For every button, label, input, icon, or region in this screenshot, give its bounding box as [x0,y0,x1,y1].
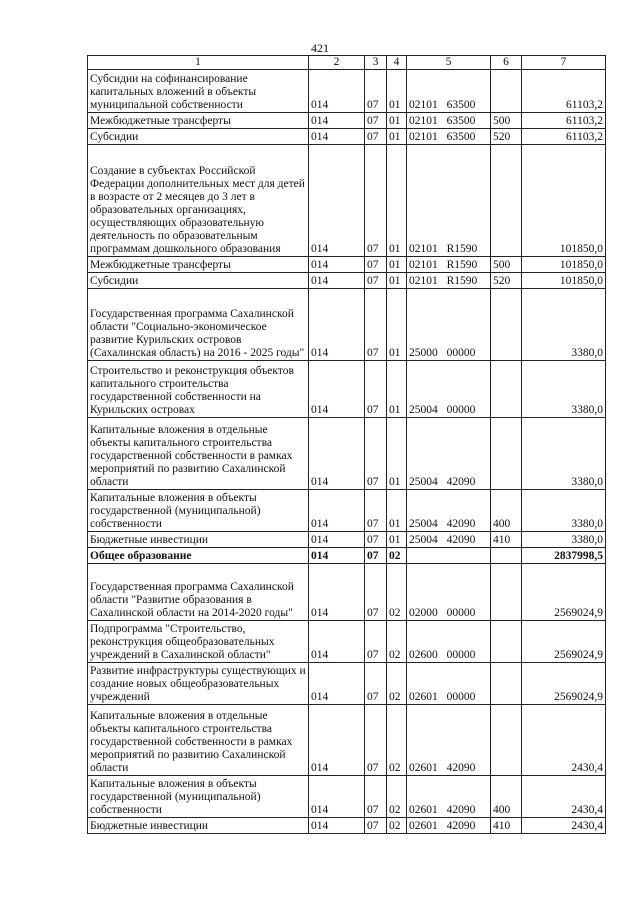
expense-type [491,621,522,663]
amount: 101850,0 [522,257,606,273]
table-row [88,818,606,834]
subsection-code: 02 [387,818,407,834]
expense-type [491,361,522,418]
amount: 2569024,9 [522,564,606,621]
section-code: 07 [365,418,387,490]
section-code: 07 [365,113,387,129]
target-article: 25004 42090 [407,532,491,548]
table-row [88,564,606,621]
row-name: Субсидии на софинансирование капитальных вложений в объекты муниципальной собственности [88,70,309,113]
subsection-code: 02 [387,548,407,564]
table-row [88,490,606,532]
admin-code: 014 [309,776,365,818]
expense-type: 520 [491,273,522,289]
expense-type: 520 [491,129,522,145]
section-code: 07 [365,361,387,418]
section-code: 07 [365,490,387,532]
amount: 3380,0 [522,289,606,361]
expense-type: 400 [491,776,522,818]
target-article: 25004 42090 [407,490,491,532]
row-name: Подпрограмма "Строительство, реконструкция общеобразовательных учреждений в Сахалинской области" [88,621,309,663]
subsection-code: 01 [387,532,407,548]
admin-code: 014 [309,113,365,129]
row-name: Государственная программа Сахалинской области "Развитие образования в Сахалинской области на 2014-2020 годы" [88,564,309,621]
table-row [88,145,606,257]
section-code: 07 [365,564,387,621]
target-article: 02101 63500 [407,129,491,145]
subsection-code: 01 [387,70,407,113]
admin-code: 014 [309,70,365,113]
target-article: 02101 R1590 [407,273,491,289]
amount: 2430,4 [522,776,606,818]
subsection-code: 02 [387,621,407,663]
target-article: 02601 00000 [407,663,491,705]
admin-code: 014 [309,129,365,145]
amount: 2430,4 [522,705,606,776]
table-body [88,70,606,834]
section-code: 07 [365,273,387,289]
table-row [88,113,606,129]
budget-table-sheet [87,55,605,834]
row-name: Создание в субъектах Российской Федерации дополнительных мест для детей в возрасте от 2 месяцев до 3 лет в образовательных организациях, осуществляющих образовательную деятельность по образовательным программам дошкольного образования [88,145,309,257]
expense-type [491,418,522,490]
subsection-code: 02 [387,705,407,776]
row-name: Развитие инфраструктуры существующих и создание новых общеобразовательных учреждений [88,663,309,705]
admin-code: 014 [309,145,365,257]
section-code: 07 [365,129,387,145]
admin-code: 014 [309,621,365,663]
subsection-code: 02 [387,564,407,621]
table-row [88,70,606,113]
amount: 2569024,9 [522,621,606,663]
admin-code: 014 [309,257,365,273]
admin-code: 014 [309,289,365,361]
column-number: 1 [88,56,309,70]
expense-type: 410 [491,532,522,548]
section-code: 07 [365,70,387,113]
amount: 101850,0 [522,273,606,289]
section-code: 07 [365,705,387,776]
subsection-code: 01 [387,490,407,532]
target-article: 25004 42090 [407,418,491,490]
subsection-code: 01 [387,273,407,289]
amount: 101850,0 [522,145,606,257]
expense-type: 500 [491,113,522,129]
admin-code: 014 [309,705,365,776]
admin-code: 014 [309,663,365,705]
admin-code: 014 [309,490,365,532]
subsection-code: 01 [387,257,407,273]
section-code: 07 [365,257,387,273]
expense-type: 500 [491,257,522,273]
expense-type [491,548,522,564]
amount: 2430,4 [522,818,606,834]
amount: 61103,2 [522,70,606,113]
page-number: 421 [311,41,329,55]
expense-type [491,289,522,361]
target-article: 02101 63500 [407,113,491,129]
table-header [88,56,606,70]
target-article: 02101 R1590 [407,257,491,273]
target-article [407,548,491,564]
target-article: 02601 42090 [407,818,491,834]
amount: 61103,2 [522,113,606,129]
admin-code: 014 [309,418,365,490]
column-number: 6 [491,56,522,70]
row-name: Строительство и реконструкция объектов капитального строительства государственной собственности на Курильских островах [88,361,309,418]
section-code: 07 [365,776,387,818]
subsection-code: 01 [387,289,407,361]
section-code: 07 [365,621,387,663]
row-name: Бюджетные инвестиции [88,532,309,548]
table-row [88,129,606,145]
row-name: Общее образование [88,548,309,564]
amount: 3380,0 [522,490,606,532]
amount: 3380,0 [522,418,606,490]
section-code: 07 [365,532,387,548]
row-name: Субсидии [88,273,309,289]
table-row [88,548,606,564]
subsection-code: 01 [387,129,407,145]
row-name: Субсидии [88,129,309,145]
column-number: 5 [407,56,491,70]
row-name: Бюджетные инвестиции [88,818,309,834]
column-number: 2 [309,56,365,70]
row-name: Капитальные вложения в отдельные объекты капитального строительства государственной собственности в рамках мероприятий по развитию Сахалинской области [88,418,309,490]
expense-type: 400 [491,490,522,532]
row-name: Межбюджетные трансферты [88,113,309,129]
admin-code: 014 [309,818,365,834]
subsection-code: 01 [387,113,407,129]
section-code: 07 [365,818,387,834]
target-article: 02601 42090 [407,705,491,776]
budget-table [87,55,606,834]
section-code: 07 [365,289,387,361]
table-row [88,705,606,776]
target-article: 02600 00000 [407,621,491,663]
expense-type [491,564,522,621]
subsection-code: 02 [387,776,407,818]
amount: 3380,0 [522,361,606,418]
row-name: Капитальные вложения в объекты государственной (муниципальной) собственности [88,490,309,532]
table-row [88,621,606,663]
admin-code: 014 [309,273,365,289]
subsection-code: 02 [387,663,407,705]
admin-code: 014 [309,361,365,418]
amount: 61103,2 [522,129,606,145]
row-name: Капитальные вложения в объекты государственной (муниципальной) собственности [88,776,309,818]
expense-type: 410 [491,818,522,834]
row-name: Межбюджетные трансферты [88,257,309,273]
admin-code: 014 [309,548,365,564]
table-row [88,361,606,418]
subsection-code: 01 [387,145,407,257]
amount: 2569024,9 [522,663,606,705]
column-number-row [88,56,606,70]
target-article: 02101 R1590 [407,145,491,257]
target-article: 25004 00000 [407,361,491,418]
column-number: 4 [387,56,407,70]
expense-type [491,70,522,113]
table-row [88,532,606,548]
section-code: 07 [365,145,387,257]
amount: 3380,0 [522,532,606,548]
row-name: Капитальные вложения в отдельные объекты капитального строительства государственной собственности в рамках мероприятий по развитию Сахалинской области [88,705,309,776]
admin-code: 014 [309,532,365,548]
section-code: 07 [365,548,387,564]
table-row [88,418,606,490]
expense-type [491,663,522,705]
target-article: 02101 63500 [407,70,491,113]
expense-type [491,705,522,776]
admin-code: 014 [309,564,365,621]
target-article: 02000 00000 [407,564,491,621]
amount: 2837998,5 [522,548,606,564]
row-name: Государственная программа Сахалинской области "Социально-экономическое развитие Курильских островов (Сахалинская область) на 2016 - 2025 годы" [88,289,309,361]
expense-type [491,145,522,257]
subsection-code: 01 [387,361,407,418]
target-article: 02601 42090 [407,776,491,818]
column-number: 3 [365,56,387,70]
target-article: 25000 00000 [407,289,491,361]
subsection-code: 01 [387,418,407,490]
section-code: 07 [365,663,387,705]
table-row [88,776,606,818]
table-row [88,273,606,289]
table-row [88,289,606,361]
table-row [88,663,606,705]
column-number: 7 [522,56,606,70]
table-row [88,257,606,273]
